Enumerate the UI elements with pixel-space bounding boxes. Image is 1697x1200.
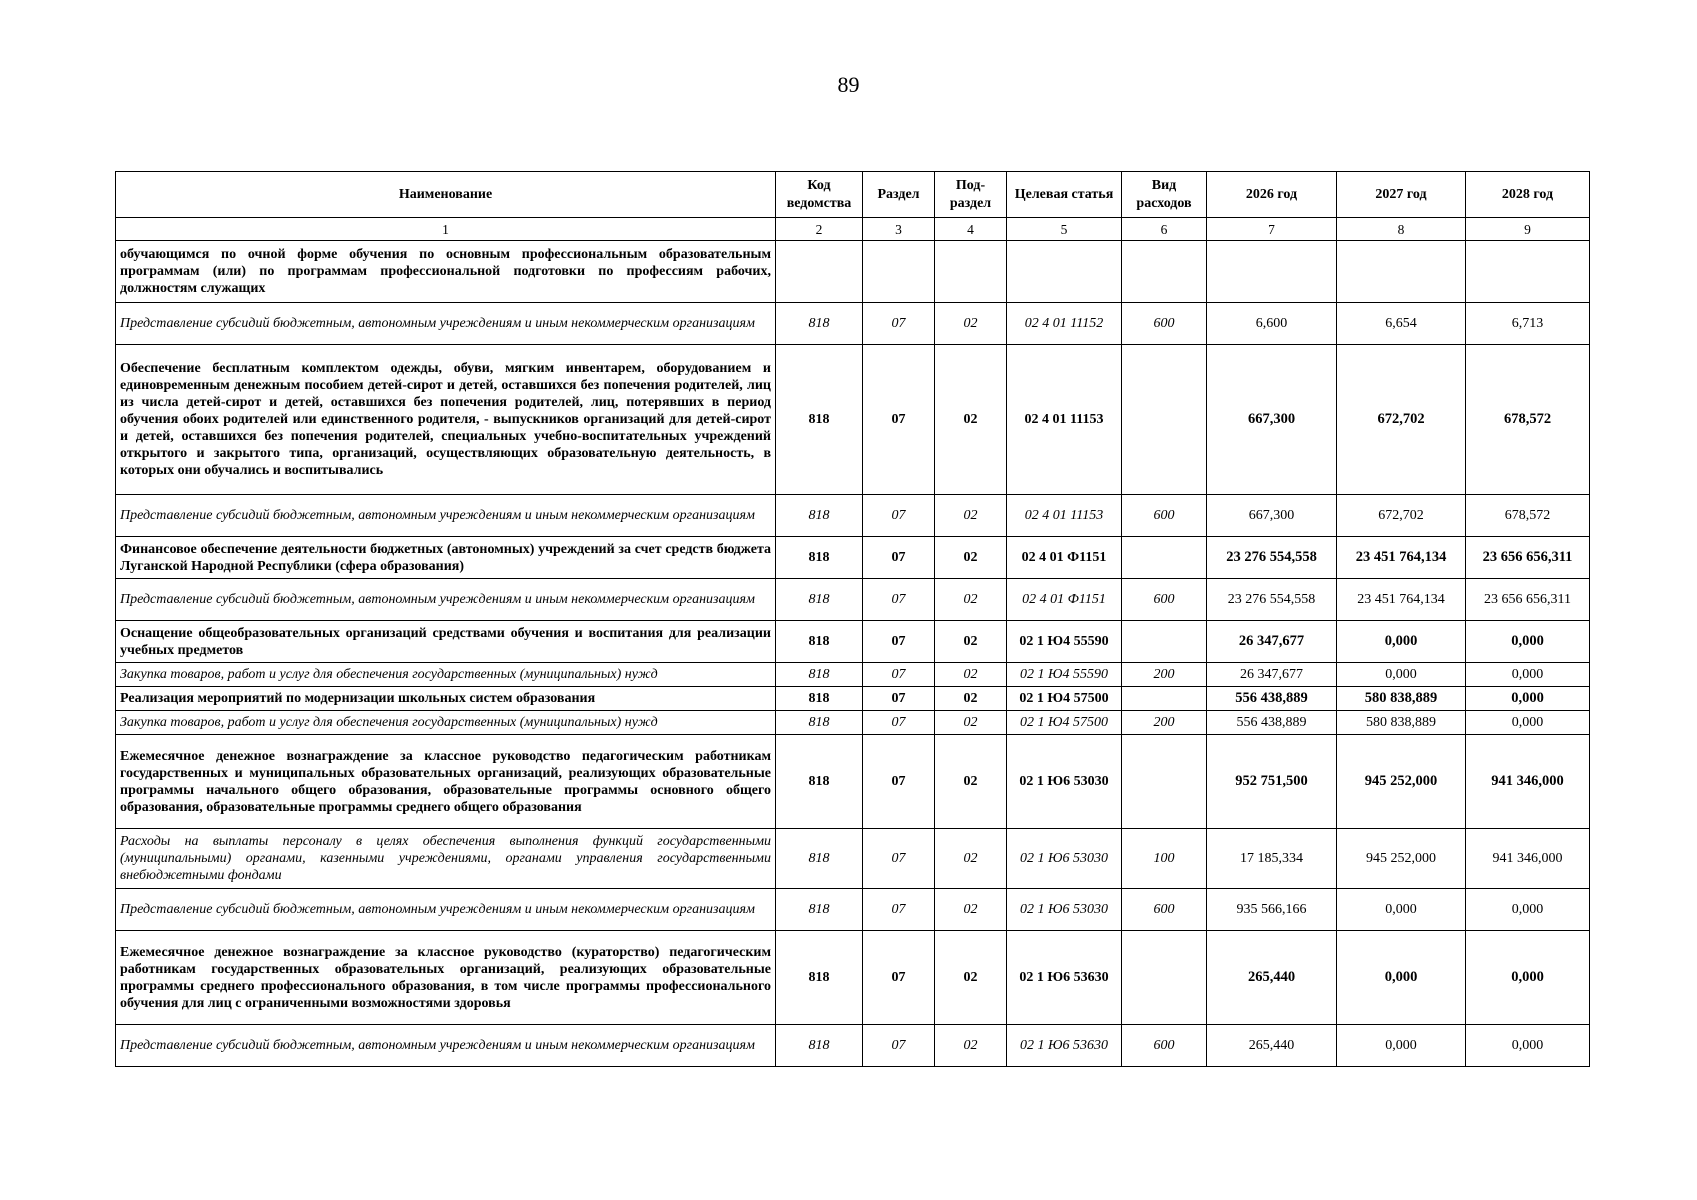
row-amount-2027: 0,000 — [1337, 1025, 1466, 1067]
row-amount-2026: 556 438,889 — [1207, 687, 1337, 711]
row-expense-type — [1122, 345, 1207, 495]
row-section: 07 — [863, 889, 935, 931]
row-name: Оснащение общеобразовательных организаций средствами обучения и воспитания для реализации учебных предметов — [116, 621, 776, 663]
table-row — [116, 829, 1590, 889]
row-amount-2027: 580 838,889 — [1337, 687, 1466, 711]
header-name: Наименование — [116, 172, 776, 218]
row-target-article: 02 4 01 11152 — [1007, 303, 1122, 345]
row-target-article: 02 4 01 Ф1151 — [1007, 537, 1122, 579]
row-amount-2026: 23 276 554,558 — [1207, 537, 1337, 579]
row-expense-type — [1122, 241, 1207, 303]
row-subsection: 02 — [935, 495, 1007, 537]
row-target-article: 02 1 Ю4 55590 — [1007, 663, 1122, 687]
row-code: 818 — [776, 663, 863, 687]
table-row — [116, 711, 1590, 735]
row-code: 818 — [776, 495, 863, 537]
row-section: 07 — [863, 579, 935, 621]
column-number: 8 — [1337, 218, 1466, 241]
row-expense-type: 600 — [1122, 495, 1207, 537]
column-number: 5 — [1007, 218, 1122, 241]
row-amount-2027: 945 252,000 — [1337, 735, 1466, 829]
row-name: обучающимся по очной форме обучения по основным профессиональным образовательным программам (или) по программам профессиональной подготовки по профессиям рабочих, должностям служащих — [116, 241, 776, 303]
row-section: 07 — [863, 931, 935, 1025]
row-amount-2026: 265,440 — [1207, 1025, 1337, 1067]
row-expense-type: 600 — [1122, 1025, 1207, 1067]
row-amount-2026 — [1207, 241, 1337, 303]
row-amount-2028 — [1466, 241, 1590, 303]
row-target-article: 02 4 01 11153 — [1007, 345, 1122, 495]
row-section: 07 — [863, 495, 935, 537]
row-code: 818 — [776, 345, 863, 495]
row-subsection: 02 — [935, 931, 1007, 1025]
row-amount-2026: 17 185,334 — [1207, 829, 1337, 889]
row-code: 818 — [776, 931, 863, 1025]
row-target-article: 02 1 Ю4 55590 — [1007, 621, 1122, 663]
column-number: 2 — [776, 218, 863, 241]
row-name: Представление субсидий бюджетным, автономным учреждениям и иным некоммерческим организациям — [116, 303, 776, 345]
table-row — [116, 495, 1590, 537]
row-name: Расходы на выплаты персоналу в целях обеспечения выполнения функций государственными (муниципальными) органами, казенными учреждениями, органами управления государственными внебюджетными фондами — [116, 829, 776, 889]
row-amount-2028: 23 656 656,311 — [1466, 537, 1590, 579]
row-name: Реализация мероприятий по модернизации школьных систем образования — [116, 687, 776, 711]
row-subsection: 02 — [935, 735, 1007, 829]
row-name: Представление субсидий бюджетным, автономным учреждениям и иным некоммерческим организациям — [116, 1025, 776, 1067]
row-amount-2027: 0,000 — [1337, 621, 1466, 663]
row-name: Ежемесячное денежное вознаграждение за классное руководство (кураторство) педагогическим работникам государственных образовательных организаций, реализующих образовательные программы среднего профессионального образования, в том числе программы профессионального обучения для лиц с ограниченными возможностями здоровья — [116, 931, 776, 1025]
row-expense-type — [1122, 687, 1207, 711]
table-row — [116, 345, 1590, 495]
row-name: Обеспечение бесплатным комплектом одежды, обуви, мягким инвентарем, оборудованием и единовременным денежным пособием детей-сирот и детей, оставшихся без попечения родителей, лиц из числа детей-сирот и детей, оставшихся без попечения родителей, лиц, потерявших в период обучения обоих родителей или единственного родителя, - выпускников организаций для детей-сирот и детей, оставшихся без попечения родителей, специальных учебно-воспитательных учреждений открытого и закрытого типа, организаций, осуществляющих образовательную деятельность, в которых они обучались и воспитывались — [116, 345, 776, 495]
row-expense-type — [1122, 931, 1207, 1025]
row-amount-2026: 26 347,677 — [1207, 621, 1337, 663]
row-code: 818 — [776, 303, 863, 345]
row-amount-2027: 672,702 — [1337, 495, 1466, 537]
row-amount-2028: 23 656 656,311 — [1466, 579, 1590, 621]
header-2028: 2028 год — [1466, 172, 1590, 218]
row-section: 07 — [863, 735, 935, 829]
header-type: Вид расходов — [1122, 172, 1207, 218]
row-target-article: 02 1 Ю4 57500 — [1007, 687, 1122, 711]
row-expense-type: 200 — [1122, 663, 1207, 687]
row-amount-2028: 0,000 — [1466, 1025, 1590, 1067]
row-amount-2028: 0,000 — [1466, 931, 1590, 1025]
row-name: Представление субсидий бюджетным, автономным учреждениям и иным некоммерческим организациям — [116, 495, 776, 537]
row-code — [776, 241, 863, 303]
budget-table — [115, 171, 1590, 1067]
row-amount-2027: 6,654 — [1337, 303, 1466, 345]
row-section: 07 — [863, 537, 935, 579]
header-code: Код ведомства — [776, 172, 863, 218]
row-amount-2026: 667,300 — [1207, 345, 1337, 495]
row-code: 818 — [776, 579, 863, 621]
table-row — [116, 621, 1590, 663]
row-amount-2028: 0,000 — [1466, 889, 1590, 931]
column-number: 9 — [1466, 218, 1590, 241]
row-amount-2026: 26 347,677 — [1207, 663, 1337, 687]
row-target-article: 02 4 01 Ф1151 — [1007, 579, 1122, 621]
row-code: 818 — [776, 711, 863, 735]
page-number: 89 — [837, 72, 860, 97]
table-row — [116, 931, 1590, 1025]
row-amount-2027: 0,000 — [1337, 663, 1466, 687]
row-code: 818 — [776, 735, 863, 829]
row-section: 07 — [863, 829, 935, 889]
row-amount-2028: 941 346,000 — [1466, 735, 1590, 829]
row-code: 818 — [776, 1025, 863, 1067]
header-subsection: Под-раздел — [935, 172, 1007, 218]
row-amount-2028: 0,000 — [1466, 663, 1590, 687]
row-amount-2028: 678,572 — [1466, 345, 1590, 495]
column-number: 6 — [1122, 218, 1207, 241]
row-target-article — [1007, 241, 1122, 303]
row-target-article: 02 4 01 11153 — [1007, 495, 1122, 537]
row-expense-type: 600 — [1122, 579, 1207, 621]
row-amount-2026: 952 751,500 — [1207, 735, 1337, 829]
row-subsection: 02 — [935, 537, 1007, 579]
row-target-article: 02 1 Ю6 53030 — [1007, 889, 1122, 931]
row-amount-2026: 23 276 554,558 — [1207, 579, 1337, 621]
row-expense-type — [1122, 621, 1207, 663]
row-subsection: 02 — [935, 1025, 1007, 1067]
row-amount-2026: 667,300 — [1207, 495, 1337, 537]
row-amount-2026: 265,440 — [1207, 931, 1337, 1025]
row-target-article: 02 1 Ю6 53030 — [1007, 735, 1122, 829]
row-name: Закупка товаров, работ и услуг для обеспечения государственных (муниципальных) нужд — [116, 663, 776, 687]
table-row — [116, 735, 1590, 829]
row-subsection: 02 — [935, 345, 1007, 495]
row-section: 07 — [863, 303, 935, 345]
row-subsection — [935, 241, 1007, 303]
row-subsection: 02 — [935, 303, 1007, 345]
row-section: 07 — [863, 687, 935, 711]
row-target-article: 02 1 Ю4 57500 — [1007, 711, 1122, 735]
row-subsection: 02 — [935, 687, 1007, 711]
row-code: 818 — [776, 829, 863, 889]
table-row — [116, 687, 1590, 711]
row-subsection: 02 — [935, 829, 1007, 889]
row-amount-2026: 935 566,166 — [1207, 889, 1337, 931]
row-expense-type: 100 — [1122, 829, 1207, 889]
row-amount-2027: 945 252,000 — [1337, 829, 1466, 889]
row-amount-2028: 6,713 — [1466, 303, 1590, 345]
table-row — [116, 663, 1590, 687]
row-name: Финансовое обеспечение деятельности бюджетных (автономных) учреждений за счет средств бюджета Луганской Народной Республики (сфера образования) — [116, 537, 776, 579]
header-target: Целевая статья — [1007, 172, 1122, 218]
table-row — [116, 889, 1590, 931]
row-target-article: 02 1 Ю6 53030 — [1007, 829, 1122, 889]
row-section: 07 — [863, 663, 935, 687]
row-name: Закупка товаров, работ и услуг для обеспечения государственных (муниципальных) нужд — [116, 711, 776, 735]
row-code: 818 — [776, 687, 863, 711]
row-amount-2027: 23 451 764,134 — [1337, 537, 1466, 579]
row-section — [863, 241, 935, 303]
row-amount-2028: 941 346,000 — [1466, 829, 1590, 889]
row-amount-2026: 556 438,889 — [1207, 711, 1337, 735]
table-row — [116, 537, 1590, 579]
row-section: 07 — [863, 711, 935, 735]
header-2027: 2027 год — [1337, 172, 1466, 218]
row-name: Представление субсидий бюджетным, автономным учреждениям и иным некоммерческим организациям — [116, 889, 776, 931]
table-row — [116, 303, 1590, 345]
column-number: 1 — [116, 218, 776, 241]
column-number: 4 — [935, 218, 1007, 241]
row-code: 818 — [776, 889, 863, 931]
row-section: 07 — [863, 1025, 935, 1067]
row-amount-2027: 0,000 — [1337, 889, 1466, 931]
row-name: Представление субсидий бюджетным, автономным учреждениям и иным некоммерческим организациям — [116, 579, 776, 621]
row-amount-2028: 678,572 — [1466, 495, 1590, 537]
table-row — [116, 241, 1590, 303]
row-code: 818 — [776, 537, 863, 579]
row-expense-type: 600 — [1122, 889, 1207, 931]
row-amount-2027: 672,702 — [1337, 345, 1466, 495]
row-target-article: 02 1 Ю6 53630 — [1007, 1025, 1122, 1067]
table-row — [116, 579, 1590, 621]
row-name: Ежемесячное денежное вознаграждение за классное руководство педагогическим работникам государственных и муниципальных образовательных организаций, реализующих образовательные программы начального общего образования, образовательные программы основного общего образования, образовательные программы среднего общего образования — [116, 735, 776, 829]
row-amount-2026: 6,600 — [1207, 303, 1337, 345]
row-subsection: 02 — [935, 663, 1007, 687]
row-amount-2027: 0,000 — [1337, 931, 1466, 1025]
row-amount-2027 — [1337, 241, 1466, 303]
row-subsection: 02 — [935, 579, 1007, 621]
row-expense-type — [1122, 537, 1207, 579]
row-subsection: 02 — [935, 621, 1007, 663]
row-section: 07 — [863, 621, 935, 663]
column-number: 3 — [863, 218, 935, 241]
row-amount-2028: 0,000 — [1466, 621, 1590, 663]
row-subsection: 02 — [935, 889, 1007, 931]
header-2026: 2026 год — [1207, 172, 1337, 218]
row-code: 818 — [776, 621, 863, 663]
row-expense-type: 200 — [1122, 711, 1207, 735]
row-amount-2028: 0,000 — [1466, 687, 1590, 711]
row-section: 07 — [863, 345, 935, 495]
row-subsection: 02 — [935, 711, 1007, 735]
row-target-article: 02 1 Ю6 53630 — [1007, 931, 1122, 1025]
row-amount-2027: 23 451 764,134 — [1337, 579, 1466, 621]
row-amount-2027: 580 838,889 — [1337, 711, 1466, 735]
row-amount-2028: 0,000 — [1466, 711, 1590, 735]
row-expense-type: 600 — [1122, 303, 1207, 345]
column-number-row — [116, 218, 1590, 241]
header-section: Раздел — [863, 172, 935, 218]
column-number: 7 — [1207, 218, 1337, 241]
header-row — [116, 172, 1590, 218]
row-expense-type — [1122, 735, 1207, 829]
table-row — [116, 1025, 1590, 1067]
